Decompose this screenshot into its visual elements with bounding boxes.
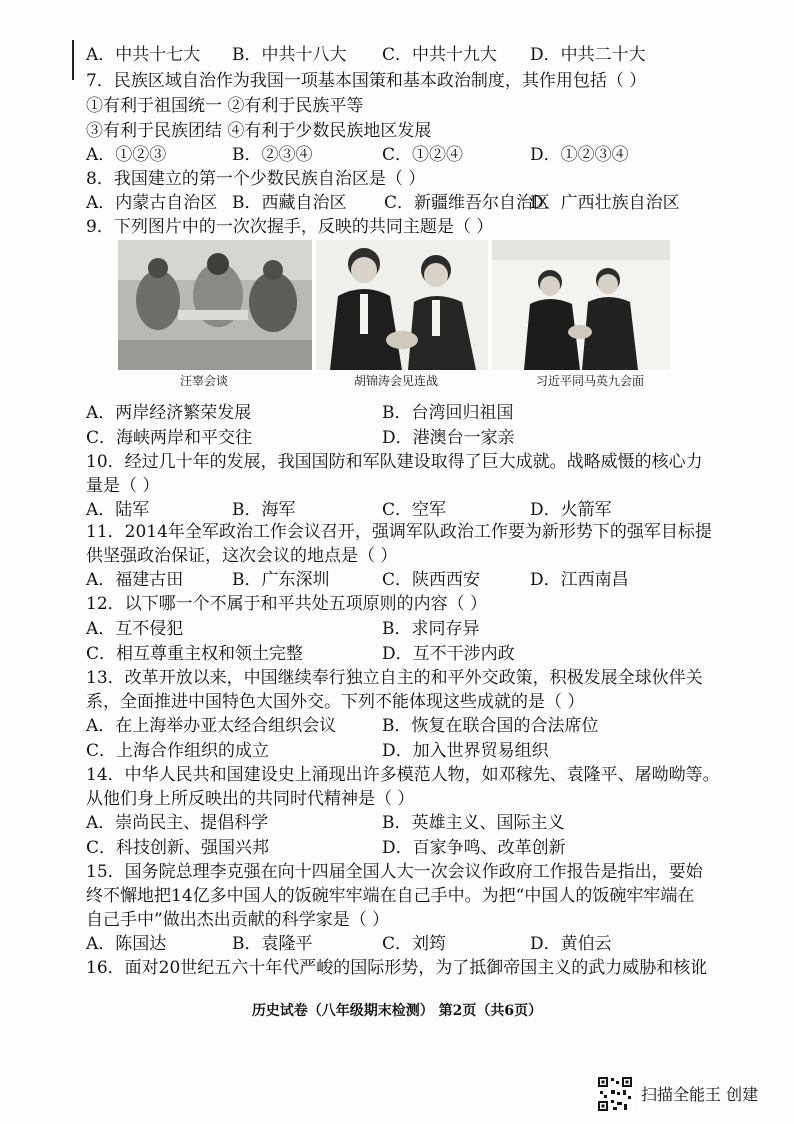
q9-photo-wang-gu-talks	[118, 240, 312, 370]
q15-option-a: A．陈国达	[86, 934, 167, 954]
q11-option-b: B．广东深圳	[232, 570, 330, 590]
q16-stem-line-1: 16．面对20世纪五六十年代严峻的国际形势，为了抵御帝国主义的武力威胁和核讹	[86, 958, 708, 978]
q13-option-d: D．加入世界贸易组织	[382, 741, 549, 761]
q14-stem-line-1: 14．中华人民共和国建设史上涌现出许多模范人物，如邓稼先、袁隆平、屠呦呦等。	[86, 765, 720, 785]
q15-option-c: C．刘筠	[382, 934, 447, 954]
q6-option-a: A．中共十七大	[86, 45, 201, 65]
q11-stem-line-2: 供坚强政治保证，这次会议的地点是（ ）	[86, 546, 398, 566]
q6-option-b: B．中共十八大	[232, 45, 347, 65]
q12-option-a: A．互不侵犯	[86, 619, 184, 639]
q15-stem-line-1: 15．国务院总理李克强在向十四届全国人大一次会议作政府工作报告是指出，要始	[86, 862, 703, 882]
q14-option-c: C．科技创新、强国兴邦	[86, 838, 270, 858]
q8-option-c: C．新疆维吾尔自治区	[384, 193, 551, 213]
q14-option-d: D．百家争鸣、改革创新	[382, 838, 566, 858]
q7-item-line-2: ③有利于民族团结 ④有利于少数民族地区发展	[86, 121, 432, 141]
q7-option-c: C．①②④	[382, 145, 464, 165]
q8-option-a: A．内蒙古自治区	[86, 193, 218, 213]
q9-option-a: A．两岸经济繁荣发展	[86, 403, 252, 423]
q12-option-c: C．相互尊重主权和领土完整	[86, 644, 304, 664]
q6-option-c: C．中共十九大	[382, 45, 498, 65]
q13-stem-line-1: 13．改革开放以来，中国继续奉行独立自主的和平外交政策，积极发展全球伙伴关	[86, 668, 703, 688]
margin-mark	[72, 40, 74, 80]
q9-photo-xi-meets-ma	[492, 240, 670, 370]
q15-stem-line-2: 终不懈地把14亿多中国人的饭碗牢牢端在自己手中。为把“中国人的饭碗牢牢端在	[86, 886, 695, 906]
q13-option-a: A．在上海举办亚太经合组织会议	[86, 716, 337, 736]
q15-option-d: D．黄伯云	[530, 934, 612, 954]
q7-item-line-1: ①有利于祖国统一 ②有利于民族平等	[86, 96, 364, 116]
q12-option-b: B．求同存异	[382, 619, 480, 639]
q9-photo-strip	[118, 240, 670, 390]
q9-option-c: C．海峡两岸和平交往	[86, 428, 253, 448]
q10-option-d: D．火箭军	[530, 500, 612, 520]
q10-stem-line-2: 量是（ ）	[86, 476, 160, 496]
q11-option-d: D．江西南昌	[530, 570, 629, 590]
q13-option-c: C．上海合作组织的成立	[86, 741, 270, 761]
q14-stem-line-2: 从他们身上所反映出的共同时代精神是（ ）	[86, 789, 415, 809]
q13-option-b: B．恢复在联合国的合法席位	[382, 716, 599, 736]
q11-stem-line-1: 11．2014年全军政治工作会议召开，强调军队政治工作要为新形势下的强军目标提	[86, 522, 712, 542]
q14-option-b: B．英雄主义、国际主义	[382, 813, 565, 833]
q14-option-a: A．崇尚民主、提倡科学	[86, 813, 269, 833]
q9-option-d: D．港澳台一家亲	[382, 428, 515, 448]
q15-option-b: B．袁隆平	[232, 934, 313, 954]
q8-option-d: D．广西壮族自治区	[530, 193, 680, 213]
q9-photo-hu-meets-lian	[316, 240, 488, 370]
q6-option-d: D．中共二十大	[530, 45, 646, 65]
q7-option-a: A．①②③	[86, 145, 167, 165]
q12-option-d: D．互不干涉内政	[382, 644, 515, 664]
q9-option-b: B．台湾回归祖国	[382, 403, 514, 423]
q9-caption-2: 胡锦涛会见连战	[354, 374, 439, 388]
q10-stem-line-1: 10．经过几十年的发展，我国国防和军队建设取得了巨大成就。战略威慑的核心力	[86, 452, 703, 472]
q10-option-c: C．空军	[382, 500, 447, 520]
q10-option-b: B．海军	[232, 500, 296, 520]
q10-option-a: A．陆军	[86, 500, 150, 520]
q7-option-b: B．②③④	[232, 145, 313, 165]
q11-option-c: C．陕西西安	[382, 570, 481, 590]
q8-option-b: B．西藏自治区	[232, 193, 347, 213]
q7-stem: 7．民族区域自治作为我国一项基本国策和基本政治制度，其作用包括（ ）	[86, 71, 647, 91]
qr-code-icon	[597, 1076, 633, 1112]
q8-stem: 8．我国建立的第一个少数民族自治区是（ ）	[86, 169, 426, 189]
scanner-watermark: 扫描全能王 创建	[641, 1085, 759, 1104]
q7-option-d: D．①②③④	[530, 145, 629, 165]
q9-stem: 9．下列图片中的一次次握手，反映的共同主题是（ ）	[86, 217, 494, 237]
page-footer: 历史试卷（八年级期末检测） 第2页（共6页）	[251, 1003, 543, 1019]
q12-stem: 12．以下哪一个不属于和平共处五项原则的内容（ ）	[86, 594, 488, 614]
q9-caption-1: 汪辜会谈	[180, 374, 229, 388]
q15-stem-line-3: 自己手中”做出杰出贡献的科学家是（ ）	[86, 910, 390, 930]
q9-caption-3: 习近平同马英九会面	[536, 374, 645, 388]
q13-stem-line-2: 系，全面推进中国特色大国外交。下列不能体现这些成就的是（ ）	[86, 692, 585, 712]
q11-option-a: A．福建古田	[86, 570, 184, 590]
